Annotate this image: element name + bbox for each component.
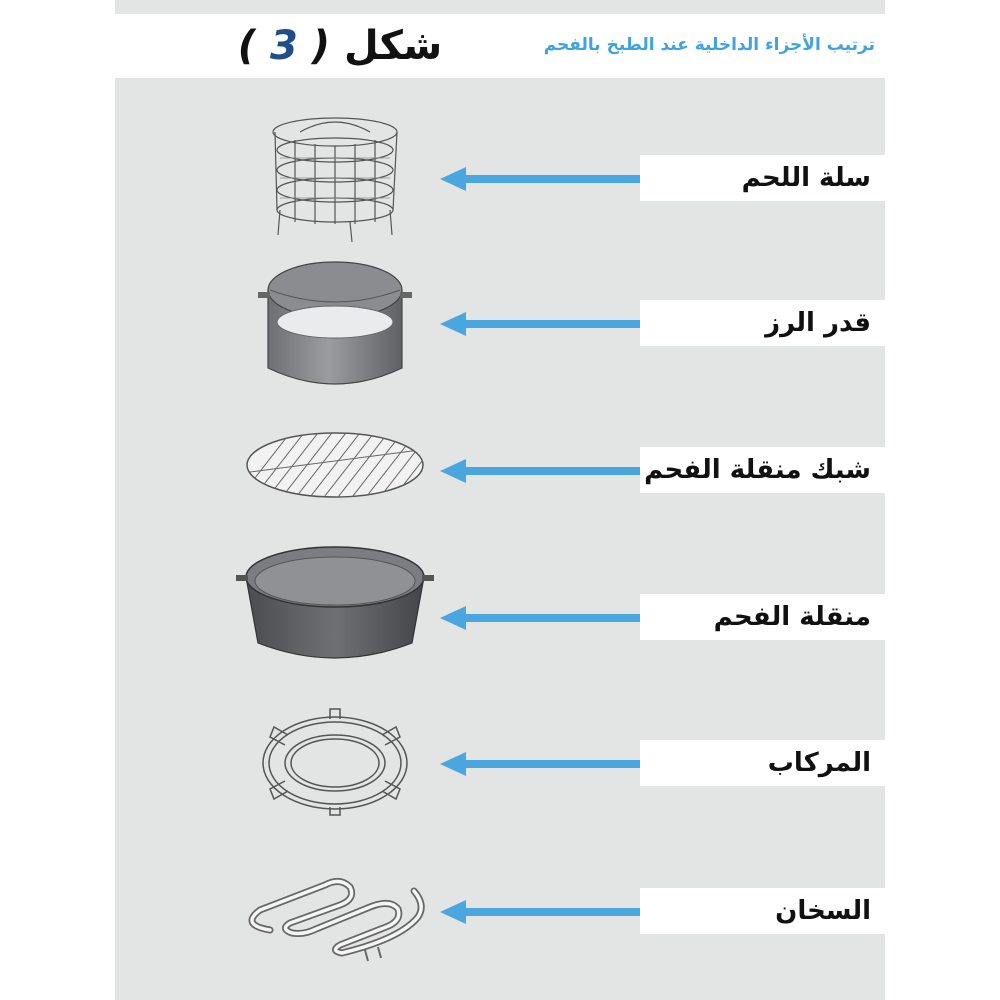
top-strip (115, 0, 885, 14)
meat-basket-icon (230, 110, 440, 250)
arrow-icon (440, 752, 640, 776)
part-label-grill-rack: شبك منقلة الفحم (640, 447, 885, 493)
arrow-icon (440, 900, 640, 924)
figure-number: 3 (269, 23, 298, 69)
figure-paren: ( (311, 23, 331, 69)
figure-paren: ) (237, 23, 257, 69)
page-subtitle: ترتيب الأجزاء الداخلية عند الطبخ بالفحم (543, 35, 875, 55)
part-label-rice-pot: قدر الرز (640, 300, 885, 346)
figure-label: شكل (343, 23, 443, 69)
arrow-icon (440, 606, 640, 630)
ring-stand-icon (230, 705, 440, 820)
arrow-icon (440, 459, 640, 483)
part-label-heating-element: السخان (640, 888, 885, 934)
charcoal-pan-icon (230, 535, 440, 670)
figure-title (230, 18, 450, 74)
charcoal-grill-rack-icon (230, 420, 440, 510)
part-label-ring-stand: المركاب (640, 740, 885, 786)
rice-pot-icon (230, 250, 440, 400)
part-label-meat-basket: سلة اللحم (640, 155, 885, 201)
heating-element-icon (230, 855, 440, 965)
arrow-icon (440, 167, 640, 191)
arrow-icon (440, 312, 640, 336)
part-label-charcoal-pan: منقلة الفحم (640, 594, 885, 640)
